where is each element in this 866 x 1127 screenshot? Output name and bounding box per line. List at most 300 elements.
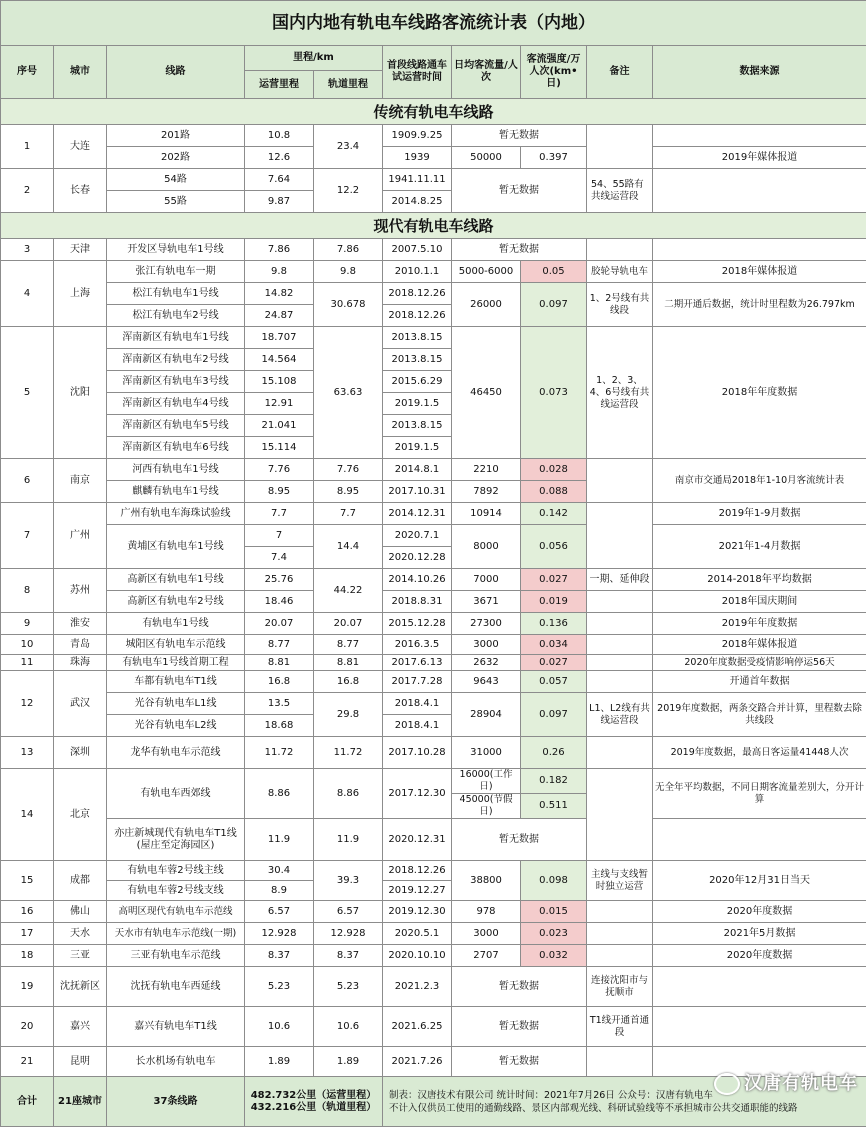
- row-remark: T1线开通首通段: [587, 1007, 653, 1047]
- row-no: 21: [1, 1047, 54, 1077]
- row-line: 长水机场有轨电车: [107, 1047, 245, 1077]
- row-track-mileage: 7.76: [314, 459, 383, 481]
- row-no: 5: [1, 327, 54, 459]
- row-no-data: 暂无数据: [452, 169, 587, 213]
- row-open-time: 2007.5.10: [383, 239, 452, 261]
- row-line: 松江有轨电车1号线: [107, 283, 245, 305]
- row-intensity: 0.028: [521, 459, 587, 481]
- section-traditional: 传统有轨电车线路: [1, 99, 866, 125]
- row-open-time: 2019.1.5: [383, 393, 452, 415]
- row-remark: [587, 671, 653, 693]
- row-line: 三亚有轨电车示范线: [107, 945, 245, 967]
- header-no: 序号: [1, 46, 54, 99]
- row-open-time: 2020.12.28: [383, 547, 452, 569]
- row-open-time: 2018.12.26: [383, 861, 452, 881]
- row-no: 17: [1, 923, 54, 945]
- row-op-mileage: 8.37: [245, 945, 314, 967]
- table-row: [1, 923, 866, 945]
- row-open-time: 2021.7.26: [383, 1047, 452, 1077]
- row-open-time: 2013.8.15: [383, 349, 452, 371]
- row-source: 2020年度数据: [653, 901, 866, 923]
- row-intensity: 0.034: [521, 635, 587, 655]
- row-city: 北京: [54, 769, 107, 861]
- row-city: 大连: [54, 125, 107, 169]
- table-row: [1, 967, 866, 1007]
- row-open-time: 2014.12.31: [383, 503, 452, 525]
- row-op-mileage: 20.07: [245, 613, 314, 635]
- table-row: [1, 327, 866, 349]
- row-city: 三亚: [54, 945, 107, 967]
- row-line: 高新区有轨电车2号线: [107, 591, 245, 613]
- row-open-time: 2020.10.10: [383, 945, 452, 967]
- row-intensity: 0.097: [521, 693, 587, 737]
- row-track-mileage: 12.2: [314, 169, 383, 213]
- row-op-mileage: 13.5: [245, 693, 314, 715]
- header-mileage: 里程/km: [245, 46, 383, 71]
- row-line: 高新区有轨电车1号线: [107, 569, 245, 591]
- table-row: [1, 239, 866, 261]
- row-source: 2019年1-9月数据: [653, 503, 866, 525]
- row-track-mileage: 8.37: [314, 945, 383, 967]
- row-op-mileage: 6.57: [245, 901, 314, 923]
- row-open-time: 1909.9.25: [383, 125, 452, 147]
- row-no: 20: [1, 1007, 54, 1047]
- row-track-mileage: 6.57: [314, 901, 383, 923]
- row-line: 广州有轨电车海珠试验线: [107, 503, 245, 525]
- row-open-time: 2010.1.1: [383, 261, 452, 283]
- row-line: 光谷有轨电车L1线: [107, 693, 245, 715]
- row-source: 2018年年度数据: [653, 327, 866, 459]
- row-track-mileage: 8.86: [314, 769, 383, 819]
- row-open-time: 2018.12.26: [383, 305, 452, 327]
- row-op-mileage: 14.564: [245, 349, 314, 371]
- watermark-text: 汉唐有轨电车: [744, 1073, 858, 1094]
- row-intensity: 0.027: [521, 569, 587, 591]
- row-intensity: 0.511: [521, 794, 587, 819]
- row-source: 2014-2018年平均数据: [653, 569, 866, 591]
- row-intensity: 0.098: [521, 861, 587, 901]
- row-open-time: 2017.7.28: [383, 671, 452, 693]
- row-open-time: 2020.5.1: [383, 923, 452, 945]
- row-intensity: 0.015: [521, 901, 587, 923]
- row-op-mileage: 8.9: [245, 881, 314, 901]
- row-source: 2021年5月数据: [653, 923, 866, 945]
- row-city: 淮安: [54, 613, 107, 635]
- row-op-mileage: 5.23: [245, 967, 314, 1007]
- row-line: 54路: [107, 169, 245, 191]
- row-city: 沈阳: [54, 327, 107, 459]
- table-row: [1, 635, 866, 655]
- row-daily-flow: 16000(工作日): [452, 769, 521, 794]
- row-no: 3: [1, 239, 54, 261]
- row-op-mileage: 1.89: [245, 1047, 314, 1077]
- row-source: 2018年媒体报道: [653, 635, 866, 655]
- row-source: [653, 239, 866, 261]
- row-track-mileage: 44.22: [314, 569, 383, 613]
- table-row: [1, 125, 866, 147]
- row-line: 浑南新区有轨电车2号线: [107, 349, 245, 371]
- row-track-mileage: 39.3: [314, 861, 383, 901]
- row-daily-flow: 5000-6000: [452, 261, 521, 283]
- row-daily-flow: 2707: [452, 945, 521, 967]
- row-line: 有轨电车蓉2号线主线: [107, 861, 245, 881]
- row-source: [653, 125, 866, 147]
- row-open-time: 2015.6.29: [383, 371, 452, 393]
- row-city: 嘉兴: [54, 1007, 107, 1047]
- table-row: [1, 693, 866, 715]
- row-daily-flow: 978: [452, 901, 521, 923]
- row-no-data: 暂无数据: [452, 1007, 587, 1047]
- row-daily-flow: 7892: [452, 481, 521, 503]
- table-row: [1, 591, 866, 613]
- row-no-data: 暂无数据: [452, 125, 587, 147]
- row-line: 城阳区有轨电车示范线: [107, 635, 245, 655]
- row-line: 嘉兴有轨电车T1线: [107, 1007, 245, 1047]
- table-row: [1, 655, 866, 671]
- row-daily-flow: 2632: [452, 655, 521, 671]
- row-line: 浑南新区有轨电车1号线: [107, 327, 245, 349]
- row-open-time: 2021.2.3: [383, 967, 452, 1007]
- table-row: [1, 1007, 866, 1047]
- row-remark: [587, 635, 653, 655]
- row-source: 2018年国庆期间: [653, 591, 866, 613]
- row-op-mileage: 8.81: [245, 655, 314, 671]
- row-track-mileage: 5.23: [314, 967, 383, 1007]
- row-source: [653, 819, 866, 861]
- row-city: 天水: [54, 923, 107, 945]
- row-op-mileage: 18.46: [245, 591, 314, 613]
- row-track-mileage: 14.4: [314, 525, 383, 569]
- row-line: 有轨电车蓉2号线支线: [107, 881, 245, 901]
- row-op-mileage: 18.707: [245, 327, 314, 349]
- row-source: [653, 967, 866, 1007]
- row-op-mileage: 18.68: [245, 715, 314, 737]
- row-source: [653, 1007, 866, 1047]
- row-remark: 1、2号线有共线段: [587, 283, 653, 327]
- row-source: 2020年12月31日当天: [653, 861, 866, 901]
- watermark: [714, 1069, 858, 1095]
- row-remark: [587, 459, 653, 503]
- row-track-mileage: 11.72: [314, 737, 383, 769]
- footer-credit: 制表：汉唐技术有限公司 统计时间：2021年7月26日 公众号：汉唐有轨电车: [389, 1089, 860, 1102]
- row-source: 2019年度数据，两条交路合并计算，里程数去除共线段: [653, 693, 866, 737]
- table-row: [1, 459, 866, 481]
- row-source: 2018年媒体报道: [653, 261, 866, 283]
- header-remark: 备注: [587, 46, 653, 99]
- row-intensity: 0.073: [521, 327, 587, 459]
- row-track-mileage: 16.8: [314, 671, 383, 693]
- row-source: 开通首年数据: [653, 671, 866, 693]
- row-open-time: 2014.8.25: [383, 191, 452, 213]
- row-source: 2021年1-4月数据: [653, 525, 866, 569]
- row-op-mileage: 7.86: [245, 239, 314, 261]
- row-source: 2019年度数据，最高日客运量41448人次: [653, 737, 866, 769]
- row-no: 7: [1, 503, 54, 569]
- row-track-mileage: 23.4: [314, 125, 383, 169]
- row-open-time: 2014.10.26: [383, 569, 452, 591]
- row-open-time: 2013.8.15: [383, 327, 452, 349]
- row-no: 18: [1, 945, 54, 967]
- row-op-mileage: 11.9: [245, 819, 314, 861]
- row-op-mileage: 7.76: [245, 459, 314, 481]
- row-track-mileage: 12.928: [314, 923, 383, 945]
- header-op-mileage: 运营里程: [245, 71, 314, 99]
- row-city: 南京: [54, 459, 107, 503]
- row-daily-flow: 38800: [452, 861, 521, 901]
- row-intensity: 0.056: [521, 525, 587, 569]
- row-daily-flow: 50000: [452, 147, 521, 169]
- row-op-mileage: 7: [245, 525, 314, 547]
- table-title: 国内内地有轨电车线路客流统计表（内地）: [1, 1, 866, 46]
- row-intensity: 0.097: [521, 283, 587, 327]
- row-op-mileage: 12.928: [245, 923, 314, 945]
- table-row: [1, 169, 866, 191]
- row-no-data: 暂无数据: [452, 1047, 587, 1077]
- row-no: 1: [1, 125, 54, 169]
- row-no: 2: [1, 169, 54, 213]
- row-line: 松江有轨电车2号线: [107, 305, 245, 327]
- row-daily-flow: 10914: [452, 503, 521, 525]
- row-line: 202路: [107, 147, 245, 169]
- table-row: [1, 283, 866, 305]
- row-city: 珠海: [54, 655, 107, 671]
- row-daily-flow: 3000: [452, 923, 521, 945]
- row-line: 浑南新区有轨电车4号线: [107, 393, 245, 415]
- row-daily-flow: 45000(节假日): [452, 794, 521, 819]
- row-remark: [587, 591, 653, 613]
- row-op-mileage: 8.86: [245, 769, 314, 819]
- row-no: 11: [1, 655, 54, 671]
- row-city: 苏州: [54, 569, 107, 613]
- header-track-mileage: 轨道里程: [314, 71, 383, 99]
- row-op-mileage: 10.8: [245, 125, 314, 147]
- row-track-mileage: 9.8: [314, 261, 383, 283]
- row-open-time: 2018.4.1: [383, 693, 452, 715]
- row-daily-flow: 7000: [452, 569, 521, 591]
- total-cities: 21座城市: [54, 1077, 107, 1127]
- row-track-mileage: 8.95: [314, 481, 383, 503]
- row-line: 天水市有轨电车示范线(一期): [107, 923, 245, 945]
- row-no: 10: [1, 635, 54, 655]
- row-track-mileage: 7.86: [314, 239, 383, 261]
- row-op-mileage: 7.4: [245, 547, 314, 569]
- row-open-time: 2021.6.25: [383, 1007, 452, 1047]
- header-source: 数据来源: [653, 46, 866, 99]
- row-intensity: 0.057: [521, 671, 587, 693]
- row-intensity: 0.019: [521, 591, 587, 613]
- row-track-mileage: 8.77: [314, 635, 383, 655]
- row-remark: [587, 737, 653, 769]
- row-source: 南京市交通局2018年1-10月客流统计表: [653, 459, 866, 503]
- row-op-mileage: 14.82: [245, 283, 314, 305]
- row-no: 8: [1, 569, 54, 613]
- row-remark: [587, 503, 653, 569]
- row-op-mileage: 21.041: [245, 415, 314, 437]
- row-intensity: 0.027: [521, 655, 587, 671]
- row-line: 龙华有轨电车示范线: [107, 737, 245, 769]
- row-open-time: 2019.12.27: [383, 881, 452, 901]
- row-no: 12: [1, 671, 54, 737]
- row-remark: [587, 1047, 653, 1077]
- row-no: 9: [1, 613, 54, 635]
- row-line: 浑南新区有轨电车3号线: [107, 371, 245, 393]
- table-row: [1, 737, 866, 769]
- row-track-mileage: 11.9: [314, 819, 383, 861]
- row-intensity: 0.182: [521, 769, 587, 794]
- row-op-mileage: 25.76: [245, 569, 314, 591]
- row-daily-flow: 31000: [452, 737, 521, 769]
- row-line: 201路: [107, 125, 245, 147]
- row-no: 14: [1, 769, 54, 861]
- row-op-mileage: 15.114: [245, 437, 314, 459]
- row-no: 13: [1, 737, 54, 769]
- row-source: 2019年年度数据: [653, 613, 866, 635]
- row-track-mileage: 7.7: [314, 503, 383, 525]
- row-no-data: 暂无数据: [452, 239, 587, 261]
- row-op-mileage: 9.87: [245, 191, 314, 213]
- row-line: 有轨电车1号线: [107, 613, 245, 635]
- total-label: 合计: [1, 1077, 54, 1127]
- row-line: 浑南新区有轨电车6号线: [107, 437, 245, 459]
- wechat-icon: [714, 1073, 740, 1095]
- row-remark: [587, 923, 653, 945]
- row-remark: [587, 125, 653, 169]
- row-no: 6: [1, 459, 54, 503]
- row-line: 张江有轨电车一期: [107, 261, 245, 283]
- row-op-mileage: 15.108: [245, 371, 314, 393]
- row-op-mileage: 12.6: [245, 147, 314, 169]
- row-op-mileage: 8.77: [245, 635, 314, 655]
- row-track-mileage: 63.63: [314, 327, 383, 459]
- row-daily-flow: 3671: [452, 591, 521, 613]
- total-mileage: [245, 1077, 383, 1127]
- header-open-time: 首段线路通车试运营时间: [383, 46, 452, 99]
- row-op-mileage: 9.8: [245, 261, 314, 283]
- row-remark: [587, 613, 653, 635]
- row-open-time: 2013.8.15: [383, 415, 452, 437]
- header-daily-flow: 日均客流量/人次: [452, 46, 521, 99]
- row-city: 上海: [54, 261, 107, 327]
- row-track-mileage: 29.8: [314, 693, 383, 737]
- row-source: [653, 169, 866, 213]
- row-no-data: 暂无数据: [452, 967, 587, 1007]
- row-intensity: 0.26: [521, 737, 587, 769]
- row-intensity: 0.023: [521, 923, 587, 945]
- row-city: 沈抚新区: [54, 967, 107, 1007]
- row-remark: L1、L2线有共线运营段: [587, 693, 653, 737]
- row-daily-flow: 28904: [452, 693, 521, 737]
- row-line: 麒麟有轨电车1号线: [107, 481, 245, 503]
- row-source: 2019年媒体报道: [653, 147, 866, 169]
- row-open-time: 2017.10.28: [383, 737, 452, 769]
- row-remark: 54、55路有共线运营段: [587, 169, 653, 213]
- row-daily-flow: 9643: [452, 671, 521, 693]
- total-lines: 37条线路: [107, 1077, 245, 1127]
- row-open-time: 1941.11.11: [383, 169, 452, 191]
- row-open-time: 2018.8.31: [383, 591, 452, 613]
- row-op-mileage: 24.87: [245, 305, 314, 327]
- row-op-mileage: 16.8: [245, 671, 314, 693]
- row-intensity: 0.05: [521, 261, 587, 283]
- row-source: 无全年平均数据，不同日期客流量差别大，分开计算: [653, 769, 866, 819]
- row-op-mileage: 7.64: [245, 169, 314, 191]
- row-open-time: 2014.8.1: [383, 459, 452, 481]
- row-no: 4: [1, 261, 54, 327]
- row-open-time: 2019.1.5: [383, 437, 452, 459]
- row-remark: 胶轮导轨电车: [587, 261, 653, 283]
- row-line: 河西有轨电车1号线: [107, 459, 245, 481]
- row-city: 青岛: [54, 635, 107, 655]
- row-line: 有轨电车西郊线: [107, 769, 245, 819]
- row-open-time: 2018.12.26: [383, 283, 452, 305]
- row-open-time: 2017.10.31: [383, 481, 452, 503]
- row-track-mileage: 1.89: [314, 1047, 383, 1077]
- table-row: [1, 613, 866, 635]
- row-no: 16: [1, 901, 54, 923]
- row-remark: [587, 769, 653, 861]
- row-line: 光谷有轨电车L2线: [107, 715, 245, 737]
- row-intensity: 0.088: [521, 481, 587, 503]
- row-op-mileage: 8.95: [245, 481, 314, 503]
- row-open-time: 2017.12.30: [383, 769, 452, 819]
- row-intensity: 0.397: [521, 147, 587, 169]
- row-intensity: 0.136: [521, 613, 587, 635]
- row-open-time: 1939: [383, 147, 452, 169]
- row-city: 长春: [54, 169, 107, 213]
- row-remark: 连接沈阳市与抚顺市: [587, 967, 653, 1007]
- row-remark: [587, 901, 653, 923]
- row-daily-flow: 46450: [452, 327, 521, 459]
- row-line: 开发区导轨电车1号线: [107, 239, 245, 261]
- total-op-mileage: 482.732公里（运营里程）: [247, 1090, 380, 1102]
- table-row: [1, 945, 866, 967]
- row-city: 天津: [54, 239, 107, 261]
- table-row: [1, 671, 866, 693]
- row-line: 高明区现代有轨电车示范线: [107, 901, 245, 923]
- row-remark: 1、2、3、4、6号线有共线运营段: [587, 327, 653, 459]
- row-open-time: 2019.12.30: [383, 901, 452, 923]
- table-row: [1, 525, 866, 547]
- row-intensity: 0.142: [521, 503, 587, 525]
- table-row: [1, 503, 866, 525]
- row-open-time: 2018.4.1: [383, 715, 452, 737]
- row-remark: 主线与支线暂时独立运营: [587, 861, 653, 901]
- row-daily-flow: 2210: [452, 459, 521, 481]
- table-row: [1, 901, 866, 923]
- row-remark: [587, 239, 653, 261]
- row-city: 佛山: [54, 901, 107, 923]
- row-open-time: 2015.12.28: [383, 613, 452, 635]
- section-modern: 现代有轨电车线路: [1, 213, 866, 239]
- row-city: 成都: [54, 861, 107, 901]
- row-op-mileage: 30.4: [245, 861, 314, 881]
- row-op-mileage: 12.91: [245, 393, 314, 415]
- row-source: 2020年度数据受疫情影响停运56天: [653, 655, 866, 671]
- row-daily-flow: 8000: [452, 525, 521, 569]
- row-no-data: 暂无数据: [452, 819, 587, 861]
- row-remark: [587, 655, 653, 671]
- row-line: 车都有轨电车T1线: [107, 671, 245, 693]
- row-track-mileage: 10.6: [314, 1007, 383, 1047]
- row-intensity: 0.032: [521, 945, 587, 967]
- row-remark: [587, 945, 653, 967]
- table-row: [1, 769, 866, 794]
- total-track-mileage: 432.216公里（轨道里程）: [247, 1102, 380, 1114]
- row-daily-flow: 27300: [452, 613, 521, 635]
- row-open-time: 2017.6.13: [383, 655, 452, 671]
- table-row: [1, 261, 866, 283]
- row-op-mileage: 7.7: [245, 503, 314, 525]
